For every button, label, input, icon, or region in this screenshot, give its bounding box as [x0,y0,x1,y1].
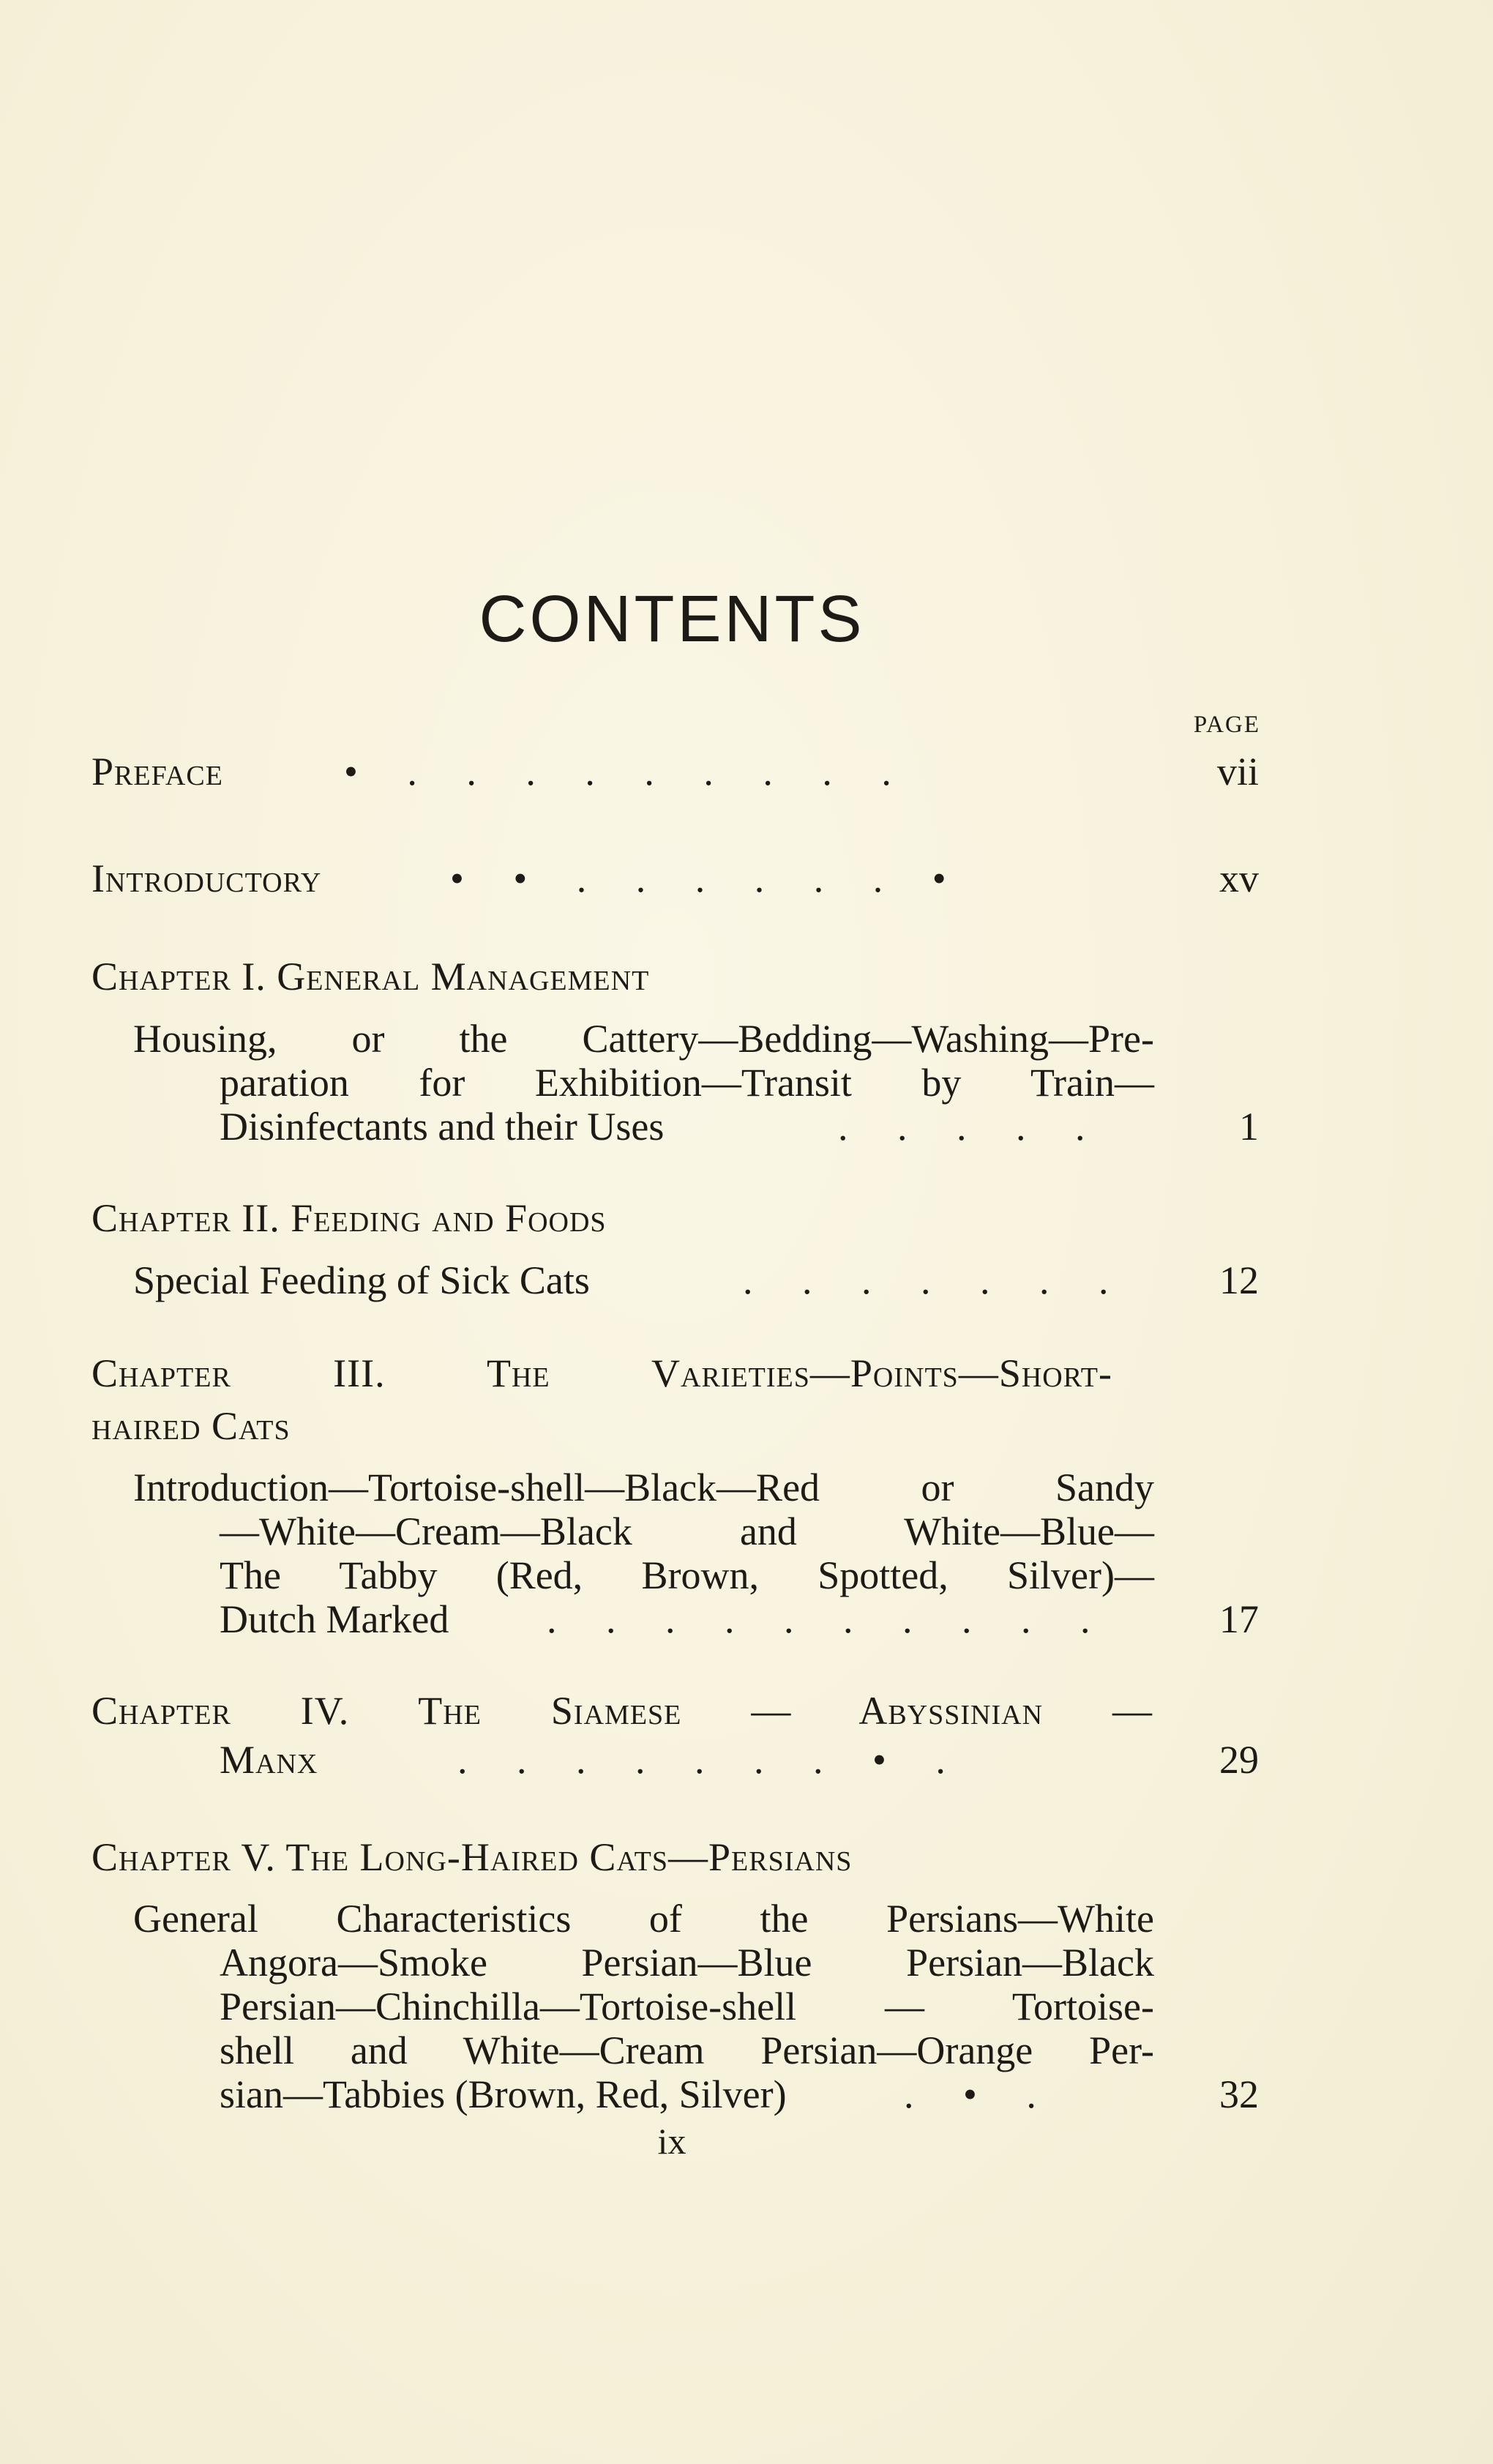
toc-desc-text: The Tabby (Red, Brown, Spotted, Silver)— [220,1553,1154,1597]
toc-entry-label: Chapter IV. The Siamese — Abyssinian — [91,1689,1153,1733]
toc-entry-label: Chapter I. General Management [91,955,650,998]
toc-desc-text: General Characteristics of the Persians—White [133,1897,1154,1941]
toc-chapter-5-heading[interactable] [91,1834,1259,1881]
toc-desc-text: shell and White—Cream Persian—Orange Per- [220,2028,1154,2072]
toc-desc-text: Introduction—Tortoise-shell—Black—Red or Sandy [133,1466,1154,1509]
toc-desc-text: Special Feeding of Sick Cats [133,1258,590,1302]
toc-chapter-3-desc-line [91,1508,1259,1555]
page-title: CONTENTS [479,583,865,656]
toc-chapter-1-desc-line [91,1059,1259,1106]
toc-chapter-1-heading[interactable] [91,953,1259,1000]
toc-chapter-3-desc-line [91,1464,1259,1511]
toc-chapter-3-heading[interactable] [91,1350,1259,1397]
toc-desc-text: paration for Exhibition—Transit by Train— [220,1061,1154,1105]
toc-entry-label: Chapter III. The Varieties—Points—Short- [91,1351,1112,1395]
toc-page-number: 29 [1219,1738,1259,1782]
toc-page-number: 32 [1219,2072,1259,2116]
toc-page-number: xv [1219,856,1259,900]
toc-chapter-4-heading[interactable] [91,1687,1259,1734]
toc-entry-label: Chapter II. Feeding and Foods [91,1196,607,1240]
toc-chapter-5-desc-line [91,1983,1259,2030]
toc-entry-label: Chapter V. The Long-Haired Cats—Persians [91,1835,853,1879]
leader-dots: . . . . . . . • . [457,1738,946,1782]
toc-desc-text: —White—Cream—Black and White—Blue— [220,1509,1154,1553]
toc-chapter-2-desc-line [91,1257,1259,1304]
leader-dots: . . . . . . . [743,1258,1109,1302]
toc-entry-label: Manx [220,1738,318,1782]
toc-entry-label: Preface [91,750,223,794]
toc-desc-text: Housing, or the Cattery—Bedding—Washing—Pre- [133,1017,1154,1061]
toc-desc-text: Disinfectants and their Uses [220,1105,665,1149]
leader-dots: • . . . . . . . . . [344,750,891,794]
toc-desc-text: sian—Tabbies (Brown, Red, Silver) [220,2072,787,2116]
toc-page-number: 12 [1219,1258,1259,1302]
toc-chapter-3-desc-line [91,1596,1259,1643]
toc-chapter-5-desc-line [91,1895,1259,1942]
toc-chapter-5-desc-line [91,2071,1259,2118]
toc-entry-label: Introductory [91,856,322,900]
toc-chapter-3-desc-line [91,1552,1259,1599]
toc-chapter-1-desc-line [91,1103,1259,1150]
toc-chapter-1-desc-line [91,1015,1259,1062]
toc-chapter-4-heading-cont [91,1736,1259,1783]
toc-chapter-5-desc-line [91,2027,1259,2074]
page-column-heading: PAGE [1193,712,1260,738]
leader-dots: . . . . . [838,1105,1085,1149]
toc-chapter-5-desc-line [91,1939,1259,1986]
toc-desc-text: Angora—Smoke Persian—Blue Persian—Black [220,1941,1154,1985]
toc-page-number: vii [1216,750,1259,794]
toc-page-number: 17 [1219,1597,1259,1641]
leader-dots: • • . . . . . . • [450,856,946,900]
page-folio-number: ix [657,2121,686,2162]
toc-entry-label: haired Cats [91,1404,291,1448]
leader-dots: . • . [904,2072,1036,2116]
toc-entry-preface[interactable] [91,748,1259,795]
toc-page-number: 1 [1239,1105,1259,1149]
toc-entry-introductory[interactable] [91,855,1259,902]
toc-chapter-2-heading[interactable] [91,1195,1259,1242]
toc-chapter-3-heading-cont [91,1403,1259,1449]
leader-dots: . . . . . . . . . . [547,1597,1090,1641]
toc-desc-text: Dutch Marked [220,1597,449,1641]
toc-desc-text: Persian—Chinchilla—Tortoise-shell — Tortoise- [220,1985,1154,2028]
